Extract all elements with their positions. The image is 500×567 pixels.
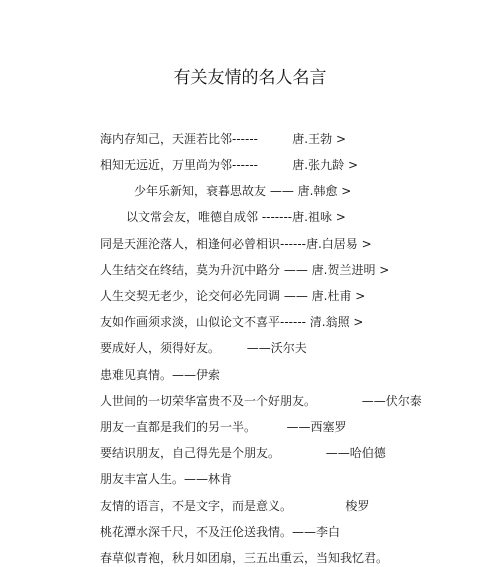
- quote-line: 以文常会友，唯德自成邻 -------唐.祖咏 >: [126, 210, 346, 224]
- quote-line: 人生交契无老少，论交何必先同调 —— 唐.杜甫 >: [100, 289, 366, 303]
- quote-line: 友情的语言，不是文字，而是意义。 梭罗: [100, 499, 370, 513]
- quote-line: 友如作画须求淡，山似论文不喜平------ 清.翁照 >: [100, 315, 364, 329]
- quote-line: 春草似青袍，秋月如团扇，三五出重云，当知我忆君。: [100, 551, 389, 565]
- quote-line: 朋友一直都是我们的另一半。 ——西塞罗: [100, 420, 347, 434]
- quote-line: 要结识朋友，自己得先是个朋友。 ——哈伯德: [100, 446, 386, 460]
- quote-line: 少年乐新知，衰暮思故友 —— 唐.韩愈 >: [134, 184, 352, 198]
- quote-line: 同是天涯沦落人，相逢何必曾相识------唐.白居易 >: [100, 237, 372, 251]
- quote-line: 相知无远近，万里尚为邻------ 唐.张九龄 >: [100, 158, 358, 172]
- quote-line: 要成好人，须得好友。 ——沃尔夫: [100, 341, 307, 355]
- quote-line: 人世间的一切荣华富贵不及一个好朋友。 ——伏尔泰: [100, 394, 422, 408]
- quote-line: 海内存知己，天涯若比邻------ 唐.王勃 >: [100, 132, 346, 146]
- quote-line: 患难见真情。——伊索: [100, 368, 221, 382]
- page-title: 有关友情的名人名言: [173, 68, 327, 88]
- quote-line: 桃花潭水深千尺，不及汪伦送我情。——李白: [100, 525, 341, 539]
- quote-line: 人生结交在终结，莫为升沉中路分 —— 唐.贺兰进明 >: [100, 263, 390, 277]
- quote-line: 朋友丰富人生。——林肯: [100, 472, 233, 486]
